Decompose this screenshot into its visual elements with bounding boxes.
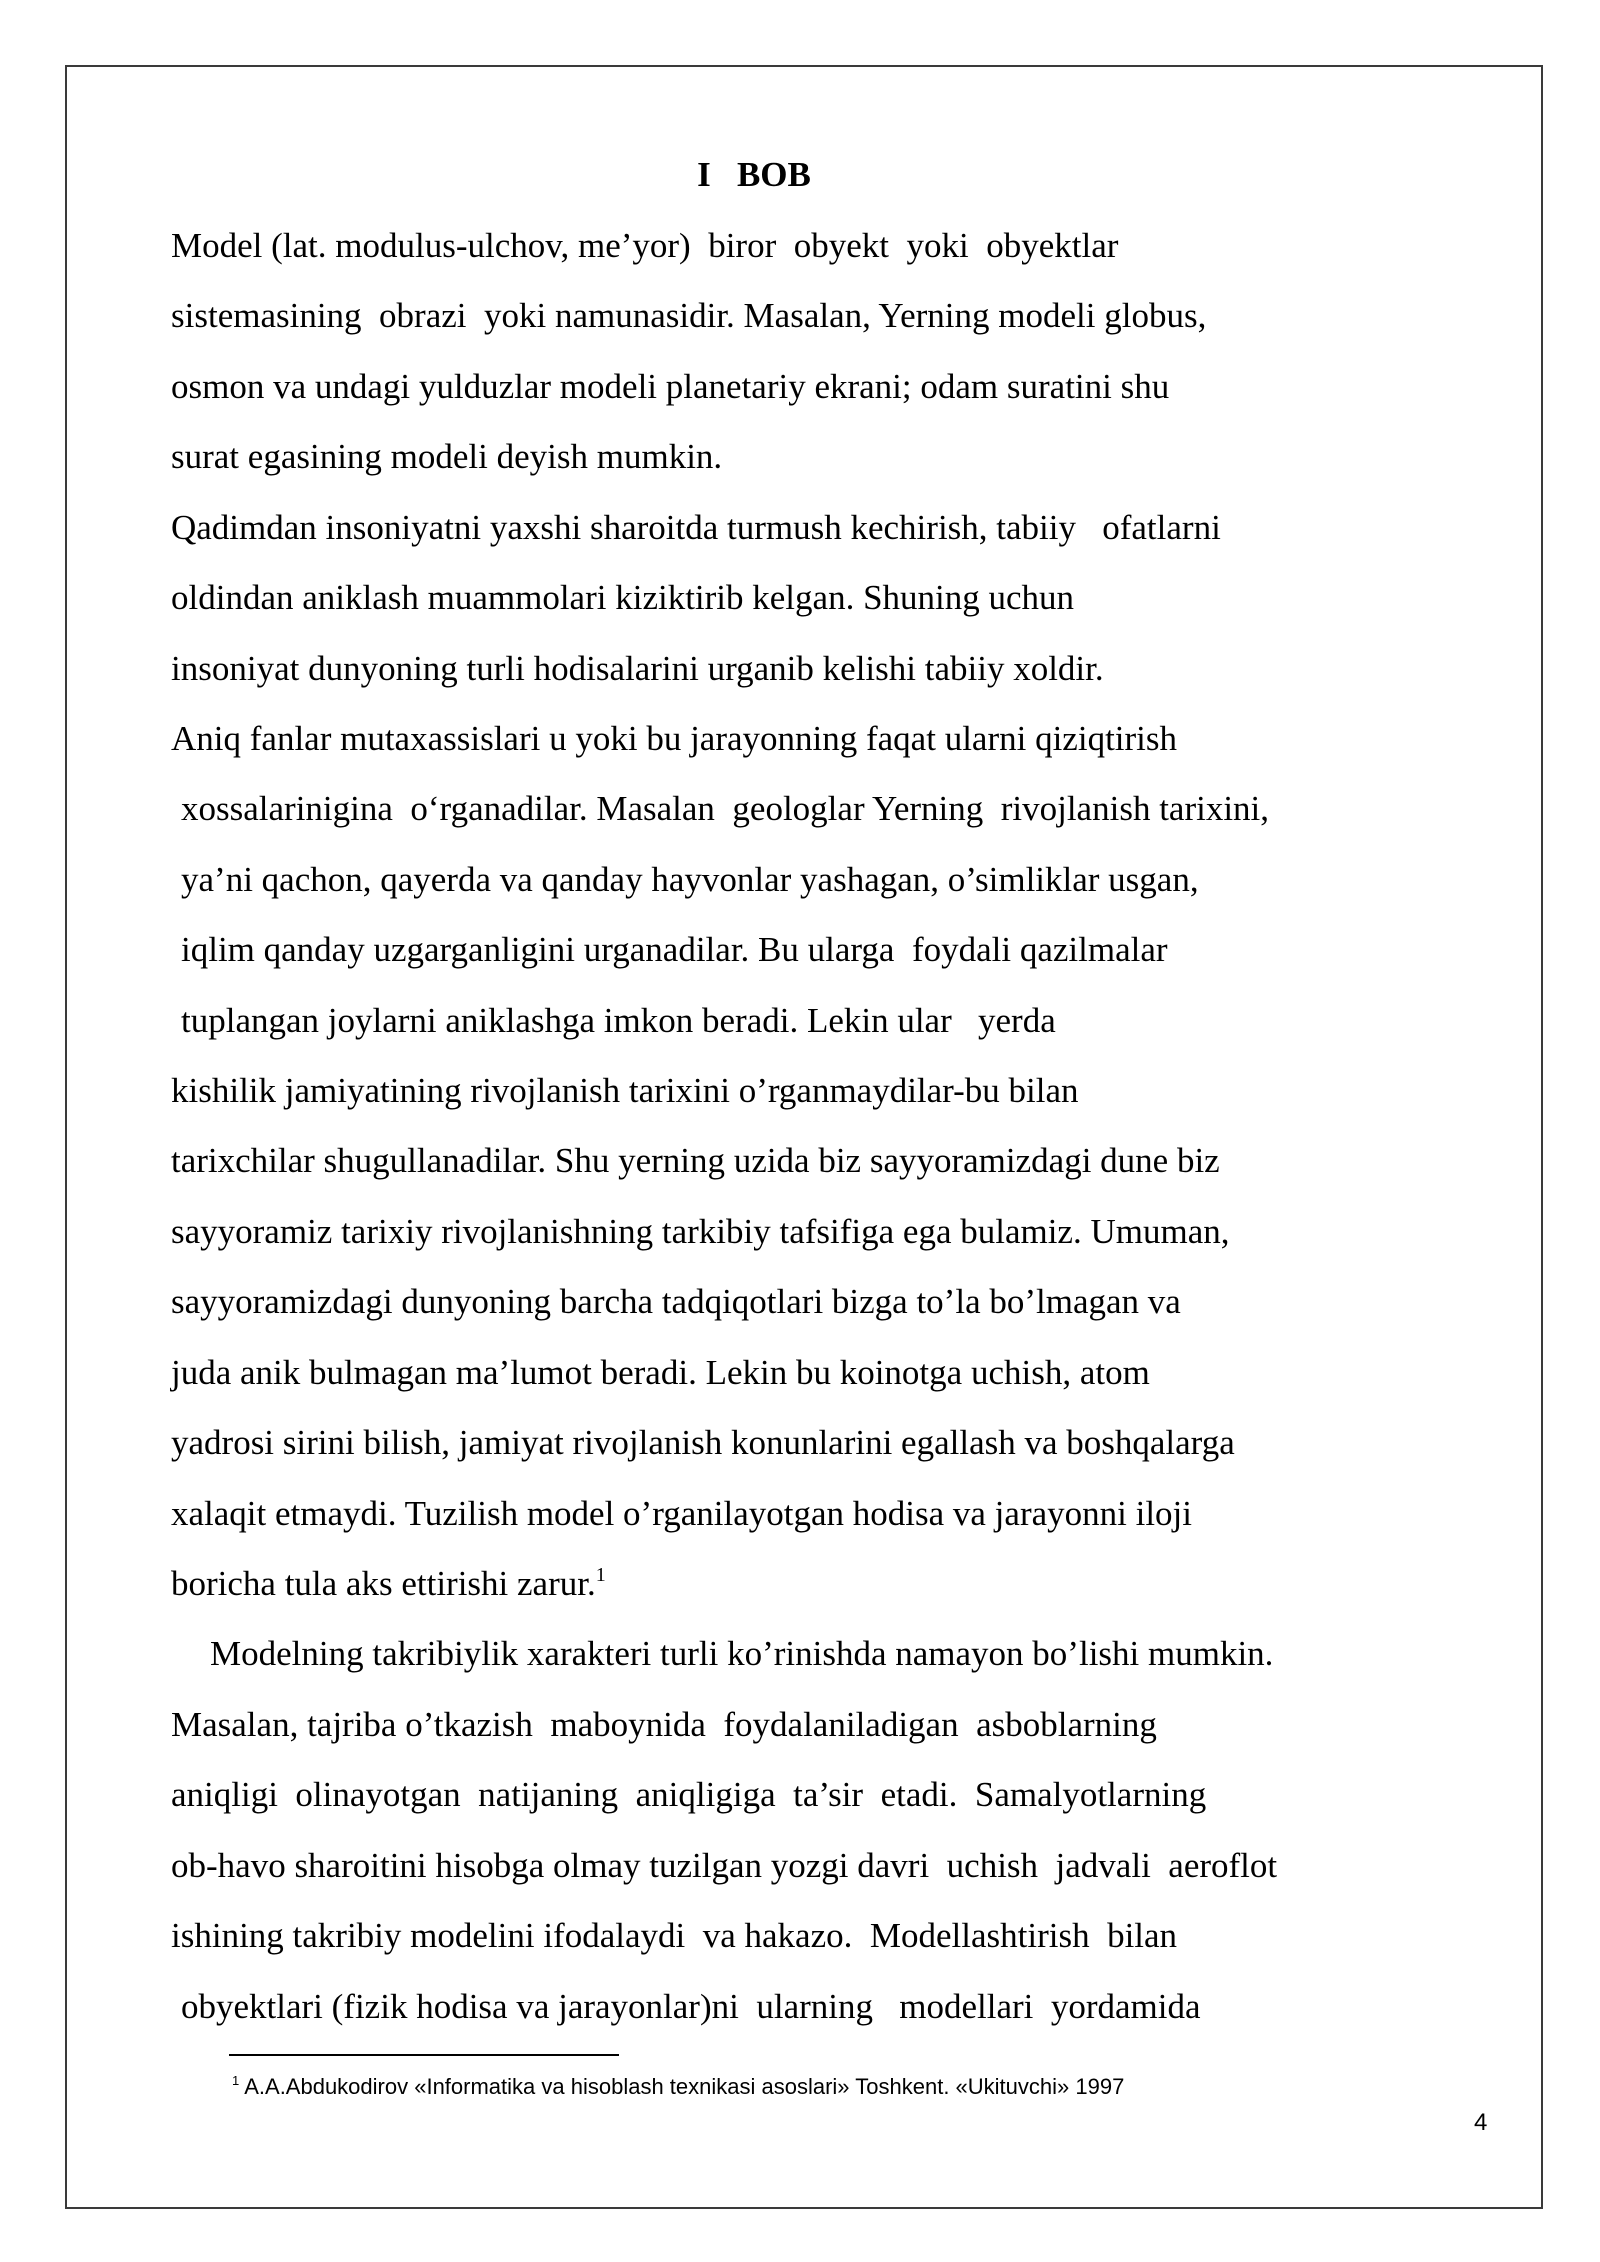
footnote	[232, 2072, 1124, 2102]
text-line: oldindan aniklash muammolari kiziktirib kelgan. Shuning uchun	[171, 578, 1075, 618]
text-line: ya’ni qachon, qayerda va qanday hayvonlar yashagan, o’simliklar usgan,	[181, 859, 1199, 899]
text-line: juda anik bulmagan ma’lumot beradi. Lekin bu koinotga uchish, atom	[171, 1352, 1150, 1392]
text-line-with-footnote-ref	[171, 1549, 1501, 1619]
text-line: insoniyat dunyoning turli hodisalarini urganib kelishi tabiiy xoldir.	[171, 648, 1104, 688]
footnote-reference[interactable]: 1	[595, 1564, 606, 1587]
text-line: sistemasining obrazi yoki namunasidir. Masalan, Yerning modeli globus,	[171, 296, 1207, 336]
text-line: aniqligi olinayotgan natijaning aniqligiga ta’sir etadi. Samalyotlarning	[171, 1775, 1207, 1815]
text-line: Qadimdan insoniyatni yaxshi sharoitda turmush kechirish, tabiiy ofatlarni	[171, 507, 1221, 547]
text-line: kishilik jamiyatining rivojlanish tarixini o’rganmaydilar-bu bilan	[171, 1071, 1079, 1111]
text-line: tuplangan joylarni aniklashga imkon beradi. Lekin ular yerda	[181, 1000, 1056, 1040]
text-line: osmon va undagi yulduzlar modeli planetariy ekrani; odam suratini shu	[171, 366, 1170, 406]
text-line: iqlim qanday uzgarganligini urganadilar. Bu ularga foydali qazilmalar	[181, 930, 1168, 970]
text-line: ob-havo sharoitini hisobga olmay tuzilgan yozgi davri uchish jadvali aeroflot	[171, 1845, 1278, 1885]
page-number: 4	[1474, 2109, 1488, 2136]
text-line: xalaqit etmaydi. Tuzilish model o’rganilayotgan hodisa va jarayonni iloji	[171, 1493, 1192, 1533]
text-line: Aniq fanlar mutaxassislari u yoki bu jarayonning faqat ularni qiziqtirish	[171, 718, 1178, 758]
text-line: sayyoramiz tarixiy rivojlanishning tarkibiy tafsifiga ega bulamiz. Umuman,	[171, 1211, 1230, 1251]
text-line: ishining takribiy modelini ifodalaydi va hakazo. Modellashtirish bilan	[171, 1916, 1178, 1956]
text-line: sayyoramizdagi dunyoning barcha tadqiqotlari bizga to’la bo’lmagan va	[171, 1282, 1181, 1322]
text-line: xossalarinigina oʻrganadilar. Masalan geologlar Yerning rivojlanish tarixini,	[181, 789, 1270, 829]
footnote-marker: 1	[232, 2073, 240, 2088]
text-line: surat egasining modeli deyish mumkin.	[171, 437, 723, 477]
text-line: tarixchilar shugullanadilar. Shu yerning uzida biz sayyoramizdagi dune biz	[171, 1141, 1220, 1181]
text-line: Modelning takribiylik xarakteri turli ko’rinishda namayon bo’lishi mumkin.	[210, 1634, 1274, 1674]
footnote-separator	[229, 2054, 619, 2056]
text-line: Masalan, tajriba o’tkazish maboynida foydalaniladigan asboblarning	[171, 1704, 1157, 1744]
chapter-heading: I BOB	[697, 155, 811, 194]
text-line: yadrosi sirini bilish, jamiyat rivojlanish konunlarini egallash va boshqalarga	[171, 1423, 1235, 1463]
text-line: obyektlari (fizik hodisa va jarayonlar)ni ularning modellari yordamida	[181, 1986, 1201, 2026]
text-line: Model (lat. modulus-ulchov, me’yor) biror obyekt yoki obyektlar	[171, 226, 1119, 265]
text-line-text: boricha tula aks ettirishi zarur.	[171, 1564, 596, 1604]
footnote-text: A.A.Abdukodirov «Informatika va hisoblash texnikasi asoslari» Toshkent. «Ukituvchi» 1997	[244, 2074, 1125, 2099]
body-text	[171, 211, 1501, 2042]
